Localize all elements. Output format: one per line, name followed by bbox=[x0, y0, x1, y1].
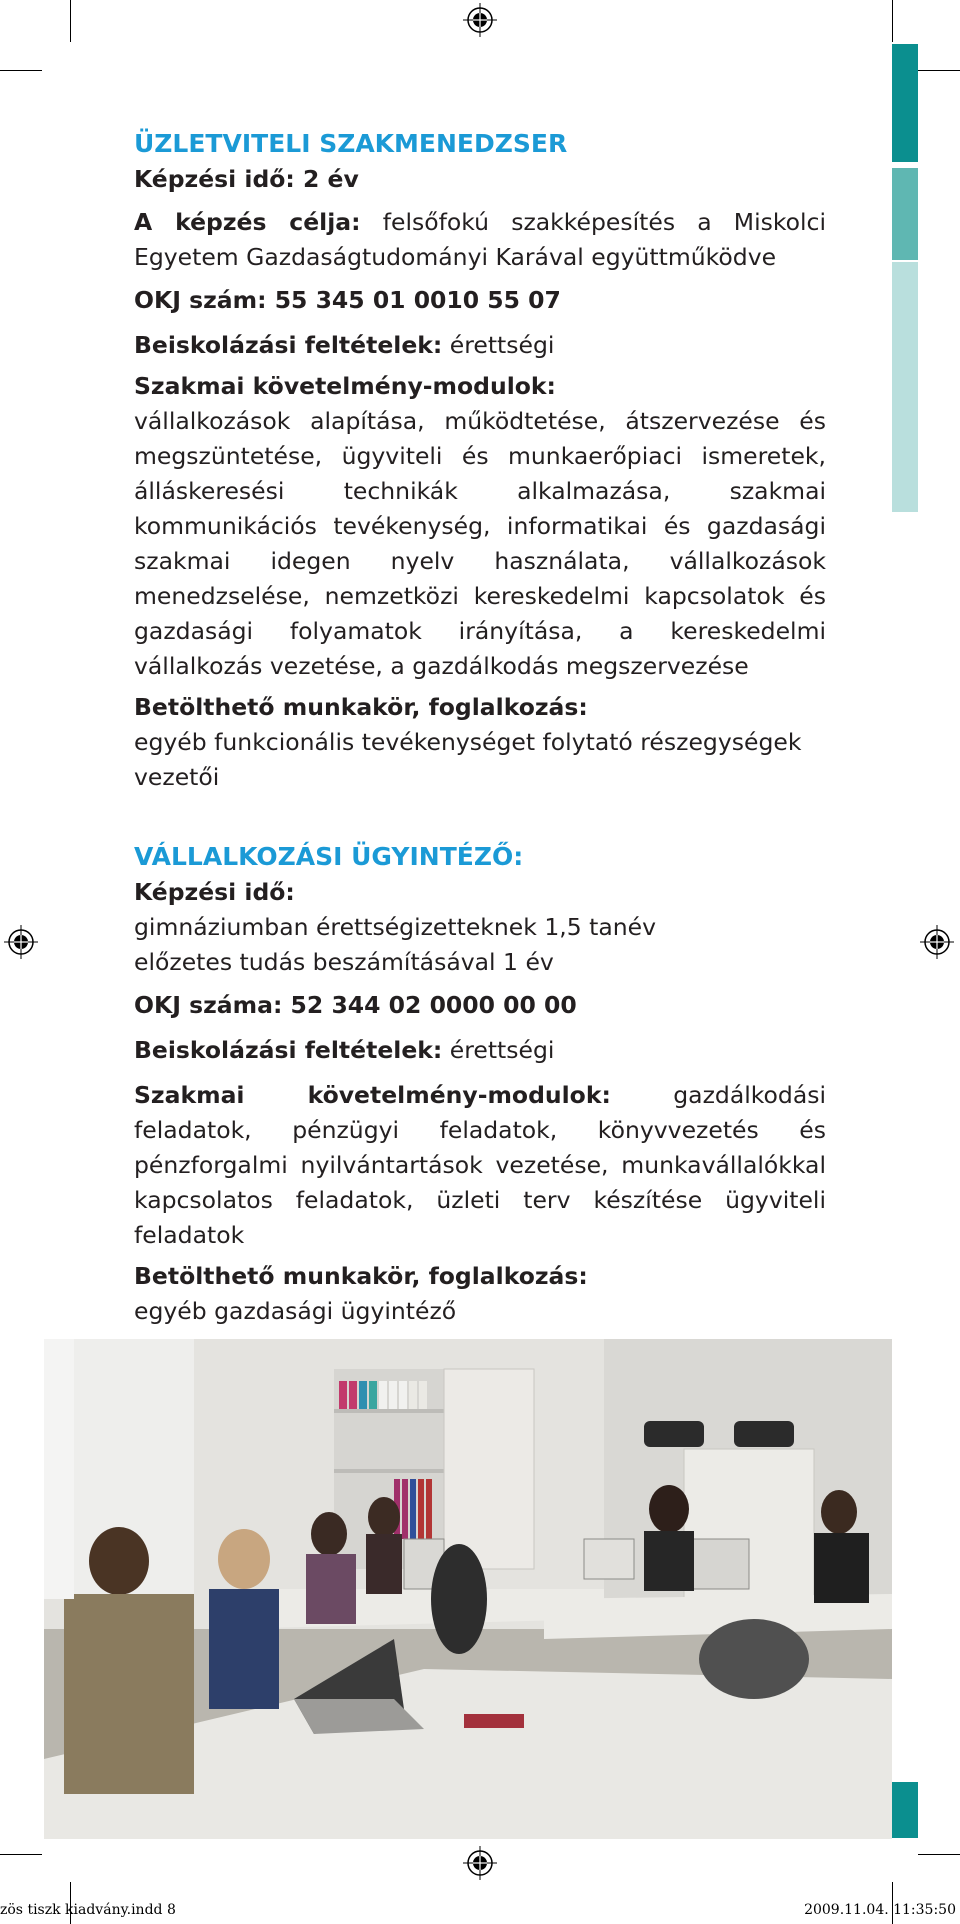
registration-mark-icon bbox=[463, 3, 497, 37]
jobs-label-text: Betölthető munkakör, foglalkozás: bbox=[134, 693, 588, 721]
okj-number bbox=[134, 988, 826, 1023]
color-tab-mid bbox=[892, 168, 918, 260]
modules-label-text: Szakmai követelmény-modulok: bbox=[134, 372, 556, 400]
color-tab-light bbox=[892, 262, 918, 512]
crop-mark bbox=[0, 70, 42, 71]
crop-mark bbox=[892, 0, 893, 42]
entry-requirements-text: érettségi bbox=[442, 1036, 555, 1064]
crop-mark bbox=[0, 1854, 42, 1855]
modules-label bbox=[134, 369, 826, 404]
entry-requirements-label: Beiskolázási feltételek: bbox=[134, 1036, 443, 1064]
okj-number-text: OKJ szám: 55 345 01 0010 55 07 bbox=[134, 286, 561, 314]
section-title: VÁLLALKOZÁSI ÜGYINTÉZŐ: bbox=[134, 842, 524, 871]
crop-mark bbox=[918, 70, 960, 71]
entry-requirements bbox=[134, 1033, 826, 1068]
training-duration-line: gimnáziumban érettségizetteknek 1,5 tanév bbox=[134, 913, 657, 941]
jobs-text: egyéb funkcionális tevékenységet folytató részegységek vezetői bbox=[134, 728, 802, 791]
jobs-label bbox=[134, 1259, 826, 1294]
modules-text: vállalkozások alapítása, működtetése, átszervezése és megszüntetése, ügyviteli és munkaerőpiaci ismeretek, álláskeresési technikák alkalmazása, szakmai kommunikációs tevékenység, informatikai és gazdasági szakmai idegen nyelv használata, vállalkozások menedzselése, nemzetközi kereskedelmi kapcsolatok és gazdasági folyamatok irányítása, a kereskedelmi vállalkozás vezetése, a gazdálkodás megszervezése bbox=[134, 407, 826, 680]
okj-number-text: OKJ száma: 52 344 02 0000 00 00 bbox=[134, 991, 577, 1019]
okj-number bbox=[134, 283, 826, 318]
office-photo-illustration bbox=[44, 1339, 892, 1839]
office-photo bbox=[44, 1339, 892, 1839]
crop-mark bbox=[70, 0, 71, 42]
modules-label-text: Szakmai követelmény-modulok: bbox=[134, 1081, 611, 1109]
training-duration bbox=[134, 162, 826, 197]
training-goal bbox=[134, 205, 826, 275]
timestamp: 2009.11.04. 11:35:50 bbox=[804, 1902, 956, 1918]
training-duration-text: Képzési idő: 2 év bbox=[134, 165, 359, 193]
jobs-label-text: Betölthető munkakör, foglalkozás: bbox=[134, 1262, 588, 1290]
registration-mark-icon bbox=[920, 925, 954, 959]
entry-requirements bbox=[134, 328, 826, 363]
training-duration-label bbox=[134, 875, 826, 910]
modules-text bbox=[134, 1078, 826, 1253]
section-title: ÜZLETVITELI SZAKMENEDZSER bbox=[134, 129, 568, 158]
jobs-text: egyéb gazdasági ügyintéző bbox=[134, 1297, 457, 1325]
file-info: zös tiszk kiadvány.indd 8 bbox=[0, 1902, 176, 1918]
entry-requirements-text: érettségi bbox=[442, 331, 555, 359]
training-duration-label-text: Képzési idő: bbox=[134, 878, 295, 906]
page-content bbox=[134, 126, 826, 1329]
registration-mark-icon bbox=[463, 1846, 497, 1880]
entry-requirements-label: Beiskolázási feltételek: bbox=[134, 331, 443, 359]
training-goal-text: felsőfokú szakképesítés a Miskolci Egyetem Gazdaságtudományi Karával együttműködve bbox=[134, 208, 826, 271]
color-tab-dark bbox=[892, 44, 918, 162]
training-goal-label: A képzés célja: bbox=[134, 208, 361, 236]
training-duration-line: előzetes tudás beszámításával 1 év bbox=[134, 948, 554, 976]
registration-mark-icon bbox=[4, 925, 38, 959]
modules-text-body: gazdálkodási feladatok, pénzügyi feladatok, könyvvezetés és pénzforgalmi nyilvántartások vezetése, munkavállalókkal kapcsolatos feladatok, üzleti terv készítése ügyviteli feladatok bbox=[134, 1081, 826, 1249]
crop-mark bbox=[918, 1854, 960, 1855]
jobs-label bbox=[134, 690, 826, 725]
color-tab-bottom bbox=[892, 1782, 918, 1838]
